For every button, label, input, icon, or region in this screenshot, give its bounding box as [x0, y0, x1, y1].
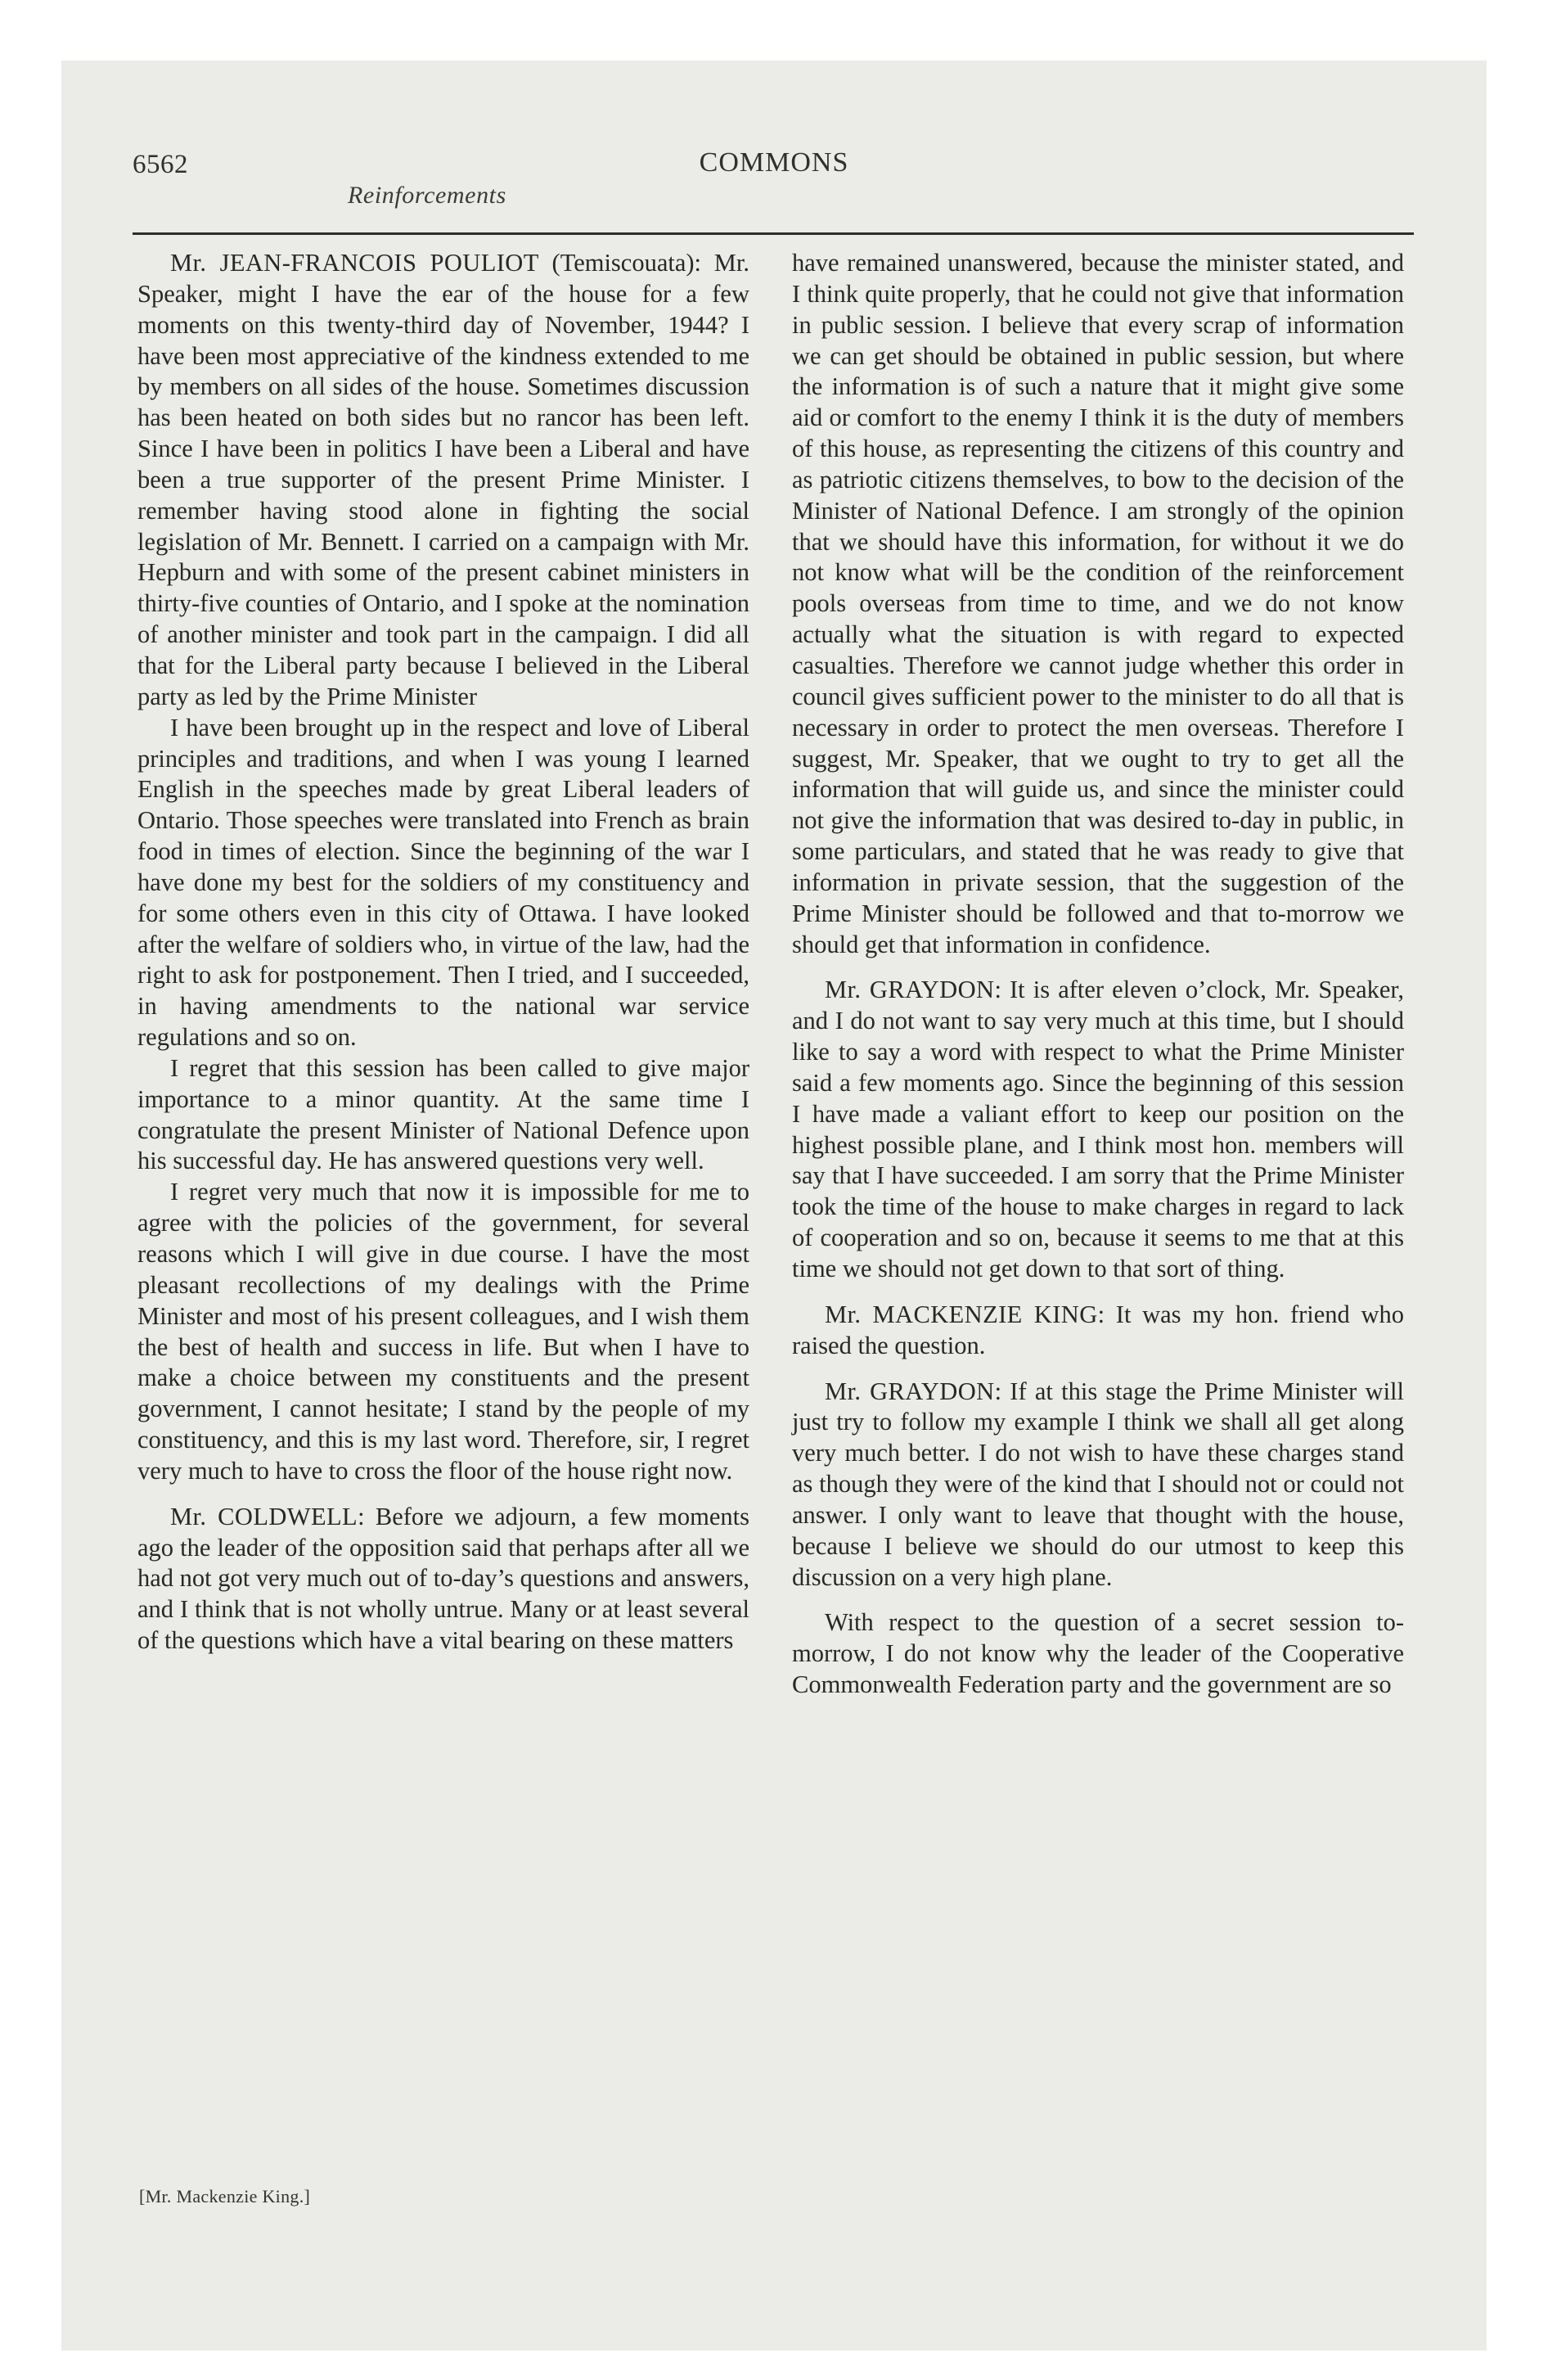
paragraph-text: (Temiscouata): Mr. Speaker, might I have the ear of the house for a few moments on this twenty-third day of November, 1944? I have been most appreciative of the kindness extended to me by members on all sides of the house. Sometimes discussion has been heated on both sides but no rancor has been left. Since I have been in politics I have been a Liberal and have been a true supporter of the present Prime Minister. I remember having stood alone in fighting the social legislation of Mr. Bennett. I carried on a campaign with Mr. Hepburn and with some of the present cabinet ministers in thirty-five counties of Ontario, and I spoke at the nomination of another minister and took part in the campaign. I did all that for the Liberal party because I believed in the Liberal party as led by the Prime Minister	[137, 249, 749, 710]
right-column	[792, 248, 1404, 1701]
page-number: 6562	[133, 150, 188, 179]
paragraph-text: I regret very much that now it is impossible for me to agree with the policies of the government, for several reasons which I will give in due course. I have the most pleasant recollections of my dealings with the Prime Minister and most of his present colleagues, and I wish them the best of health and success in life. But when I have to make a choice between my constituents and the present government, I cannot hesitate; I stand by the people of my constituency, and this is my last word. Therefore, sir, I regret very much to have to cross the floor of the house right now.	[137, 1178, 749, 1485]
paragraph	[792, 1607, 1404, 1701]
paragraph	[792, 248, 1404, 960]
paragraph	[137, 248, 749, 713]
header-rule	[133, 232, 1414, 235]
paragraph-text: I regret that this session has been called to give major importance to a minor quantity. At the same time I congratulate the present Minister of National Defence upon his successful day. He has answered questions very well.	[137, 1053, 749, 1175]
paragraph	[137, 713, 749, 1053]
paragraph-text: : If at this stage the Prime Minister will just try to follow my example I think we shall all get along very much better. I do not wish to have these charges stand as though they were of the kind that I should not or could not answer. I only want to leave that thought with the house, because I believe we should do our utmost to keep this discussion on a very high plane.	[792, 1377, 1405, 1591]
paragraph	[792, 1300, 1404, 1362]
paragraph-text: : It is after eleven o’clock, Mr. Speaker, and I do not want to say very much at this time, but I should like to say a word with respect to what the Prime Minister said a few moments ago. Since the beginning of this session I have made a valiant effort to keep our position on the highest possible plane, and I think most hon. members will say that I have succeeded. I am sorry that the Prime Minister took the time of the house to make charges in regard to lack of cooperation and so on, because it seems to me that at this time we should not get down to that sort of thing.	[792, 976, 1404, 1282]
speaker-name: Mr. GRAYDON	[825, 976, 995, 1004]
paragraph-text: : Before we adjourn, a few moments ago the leader of the opposition said that perhaps after all we had not got very much out of to-day’s questions and answers, and I think that is not wholly untrue. Many or at least several of the questions which have a vital bearing on these matters	[137, 1502, 749, 1655]
paragraph-text: With respect to the question of a secret session to-morrow, I do not know why the leader of the Cooperative Commonwealth Federation party and the government are so	[792, 1608, 1404, 1699]
speaker-name: Mr. COLDWELL	[170, 1502, 358, 1530]
section-title: Reinforcements	[348, 182, 506, 209]
left-column	[137, 248, 749, 1657]
paragraph	[137, 1502, 749, 1657]
speaker-name: Mr. MACKENZIE KING	[825, 1300, 1098, 1328]
paragraph	[792, 1377, 1404, 1593]
paragraph	[137, 1053, 749, 1177]
paragraph	[137, 1177, 749, 1486]
paragraph-text: have remained unanswered, because the minister stated, and I think quite properly, that he could not give that information in public session. I believe that every scrap of information we can get should be obtained in public session, but where the information is of such a nature that it might give some aid or comfort to the enemy I think it is the duty of members of this house, as representing the citizens of this country and as patriotic citizens themselves, to bow to the decision of the Minister of National Defence. I am strongly of the opinion that we should have this information, for without it we do not know what will be the condition of the reinforcement pools overseas from time to time, and we do not know actually what the situation is with regard to expected casualties. Therefore we cannot judge whether this order in council gives sufficient power to the minister to do all that is necessary in order to protect the men overseas. Therefore I suggest, Mr. Speaker, that we ought to try to get all the information that will guide us, and since the minister could not give the information that was desired to-day in public, in some particulars, and stated that he was ready to give that information in private session, that the suggestion of the Prime Minister should be followed and that to-morrow we should get that information in confidence.	[792, 249, 1404, 958]
speaker-name: Mr. JEAN-FRANCOIS POULIOT	[170, 249, 539, 277]
running-head: COMMONS	[699, 147, 849, 178]
paragraph-text: : It was my hon. friend who raised the question.	[792, 1300, 1404, 1359]
speaker-name: Mr. GRAYDON	[825, 1377, 995, 1405]
paragraph-text: I have been brought up in the respect and love of Liberal principles and traditions, and when I was young I learned English in the speeches made by great Liberal leaders of Ontario. Those speeches were translated into French as brain food in times of election. Since the beginning of the war I have done my best for the soldiers of my constituency and for some others even in this city of Ottawa. I have looked after the welfare of soldiers who, in virtue of the law, had the right to ask for postponement. Then I tried, and I succeeded, in having amendments to the national war service regulations and so on.	[137, 713, 749, 1052]
footer-speaker-note: [Mr. Mackenzie King.]	[139, 2186, 311, 2206]
paragraph	[792, 975, 1404, 1284]
